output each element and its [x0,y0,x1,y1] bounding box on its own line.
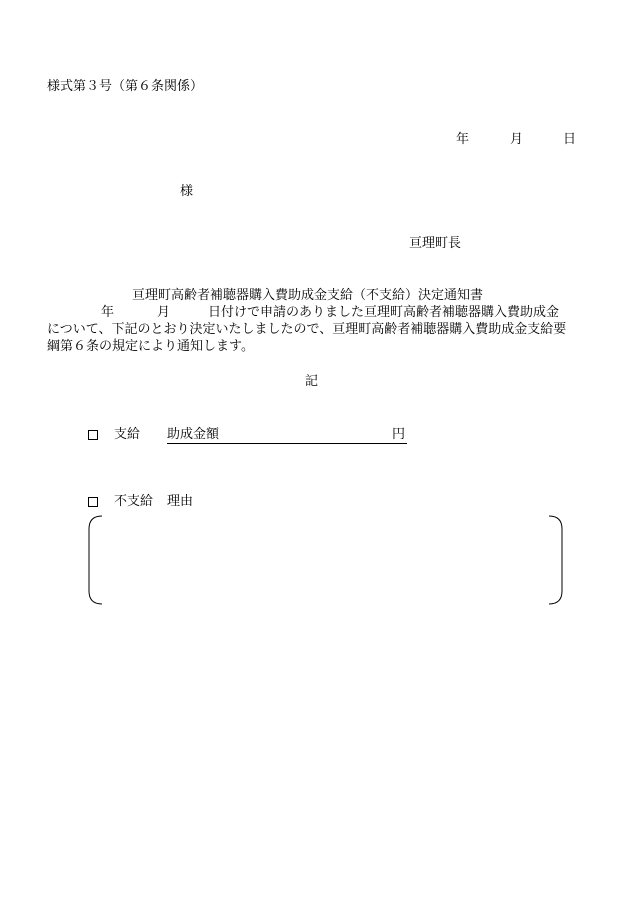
reason-bracket-box[interactable] [86,513,566,608]
body-year-label: 年 [101,305,115,320]
reason-bracket-right [549,516,562,604]
shikyu-label: 支給 [114,427,141,442]
fushikyu-checkbox[interactable] [88,497,98,507]
date-year-label: 年 [456,132,470,147]
body-month-label: 月 [157,305,171,320]
date-day-label: 日 [563,132,577,147]
body-text-line-2: について、下記のとおり決定いたしましたので、亘理町高齢者補聴器購入費助成金支給要 [47,322,567,337]
date-month-label: 月 [510,132,524,147]
fushikyu-label: 不支給 [114,494,154,509]
shikyu-checkbox[interactable] [88,430,98,440]
recipient-suffix: 様 [180,184,194,199]
body-text-line-1: 日付けで申請のありました亘理町高齢者補聴器購入費助成金 [208,305,560,320]
form-number: 様式第３号（第６条関係） [47,79,204,94]
ki-heading: 記 [305,374,319,389]
document-title: 亘理町高齢者補聴器購入費助成金支給（不支給）決定通知書 [132,288,484,303]
yen-unit: 円 [391,427,405,442]
sender-name: 亘理町長 [409,236,462,251]
amount-label: 助成金額 [167,427,220,442]
body-text-line-3: 綱第６条の規定により通知します。 [47,339,254,354]
amount-field[interactable] [167,427,407,444]
reason-bracket-left [89,516,102,604]
reason-label: 理由 [167,494,194,509]
